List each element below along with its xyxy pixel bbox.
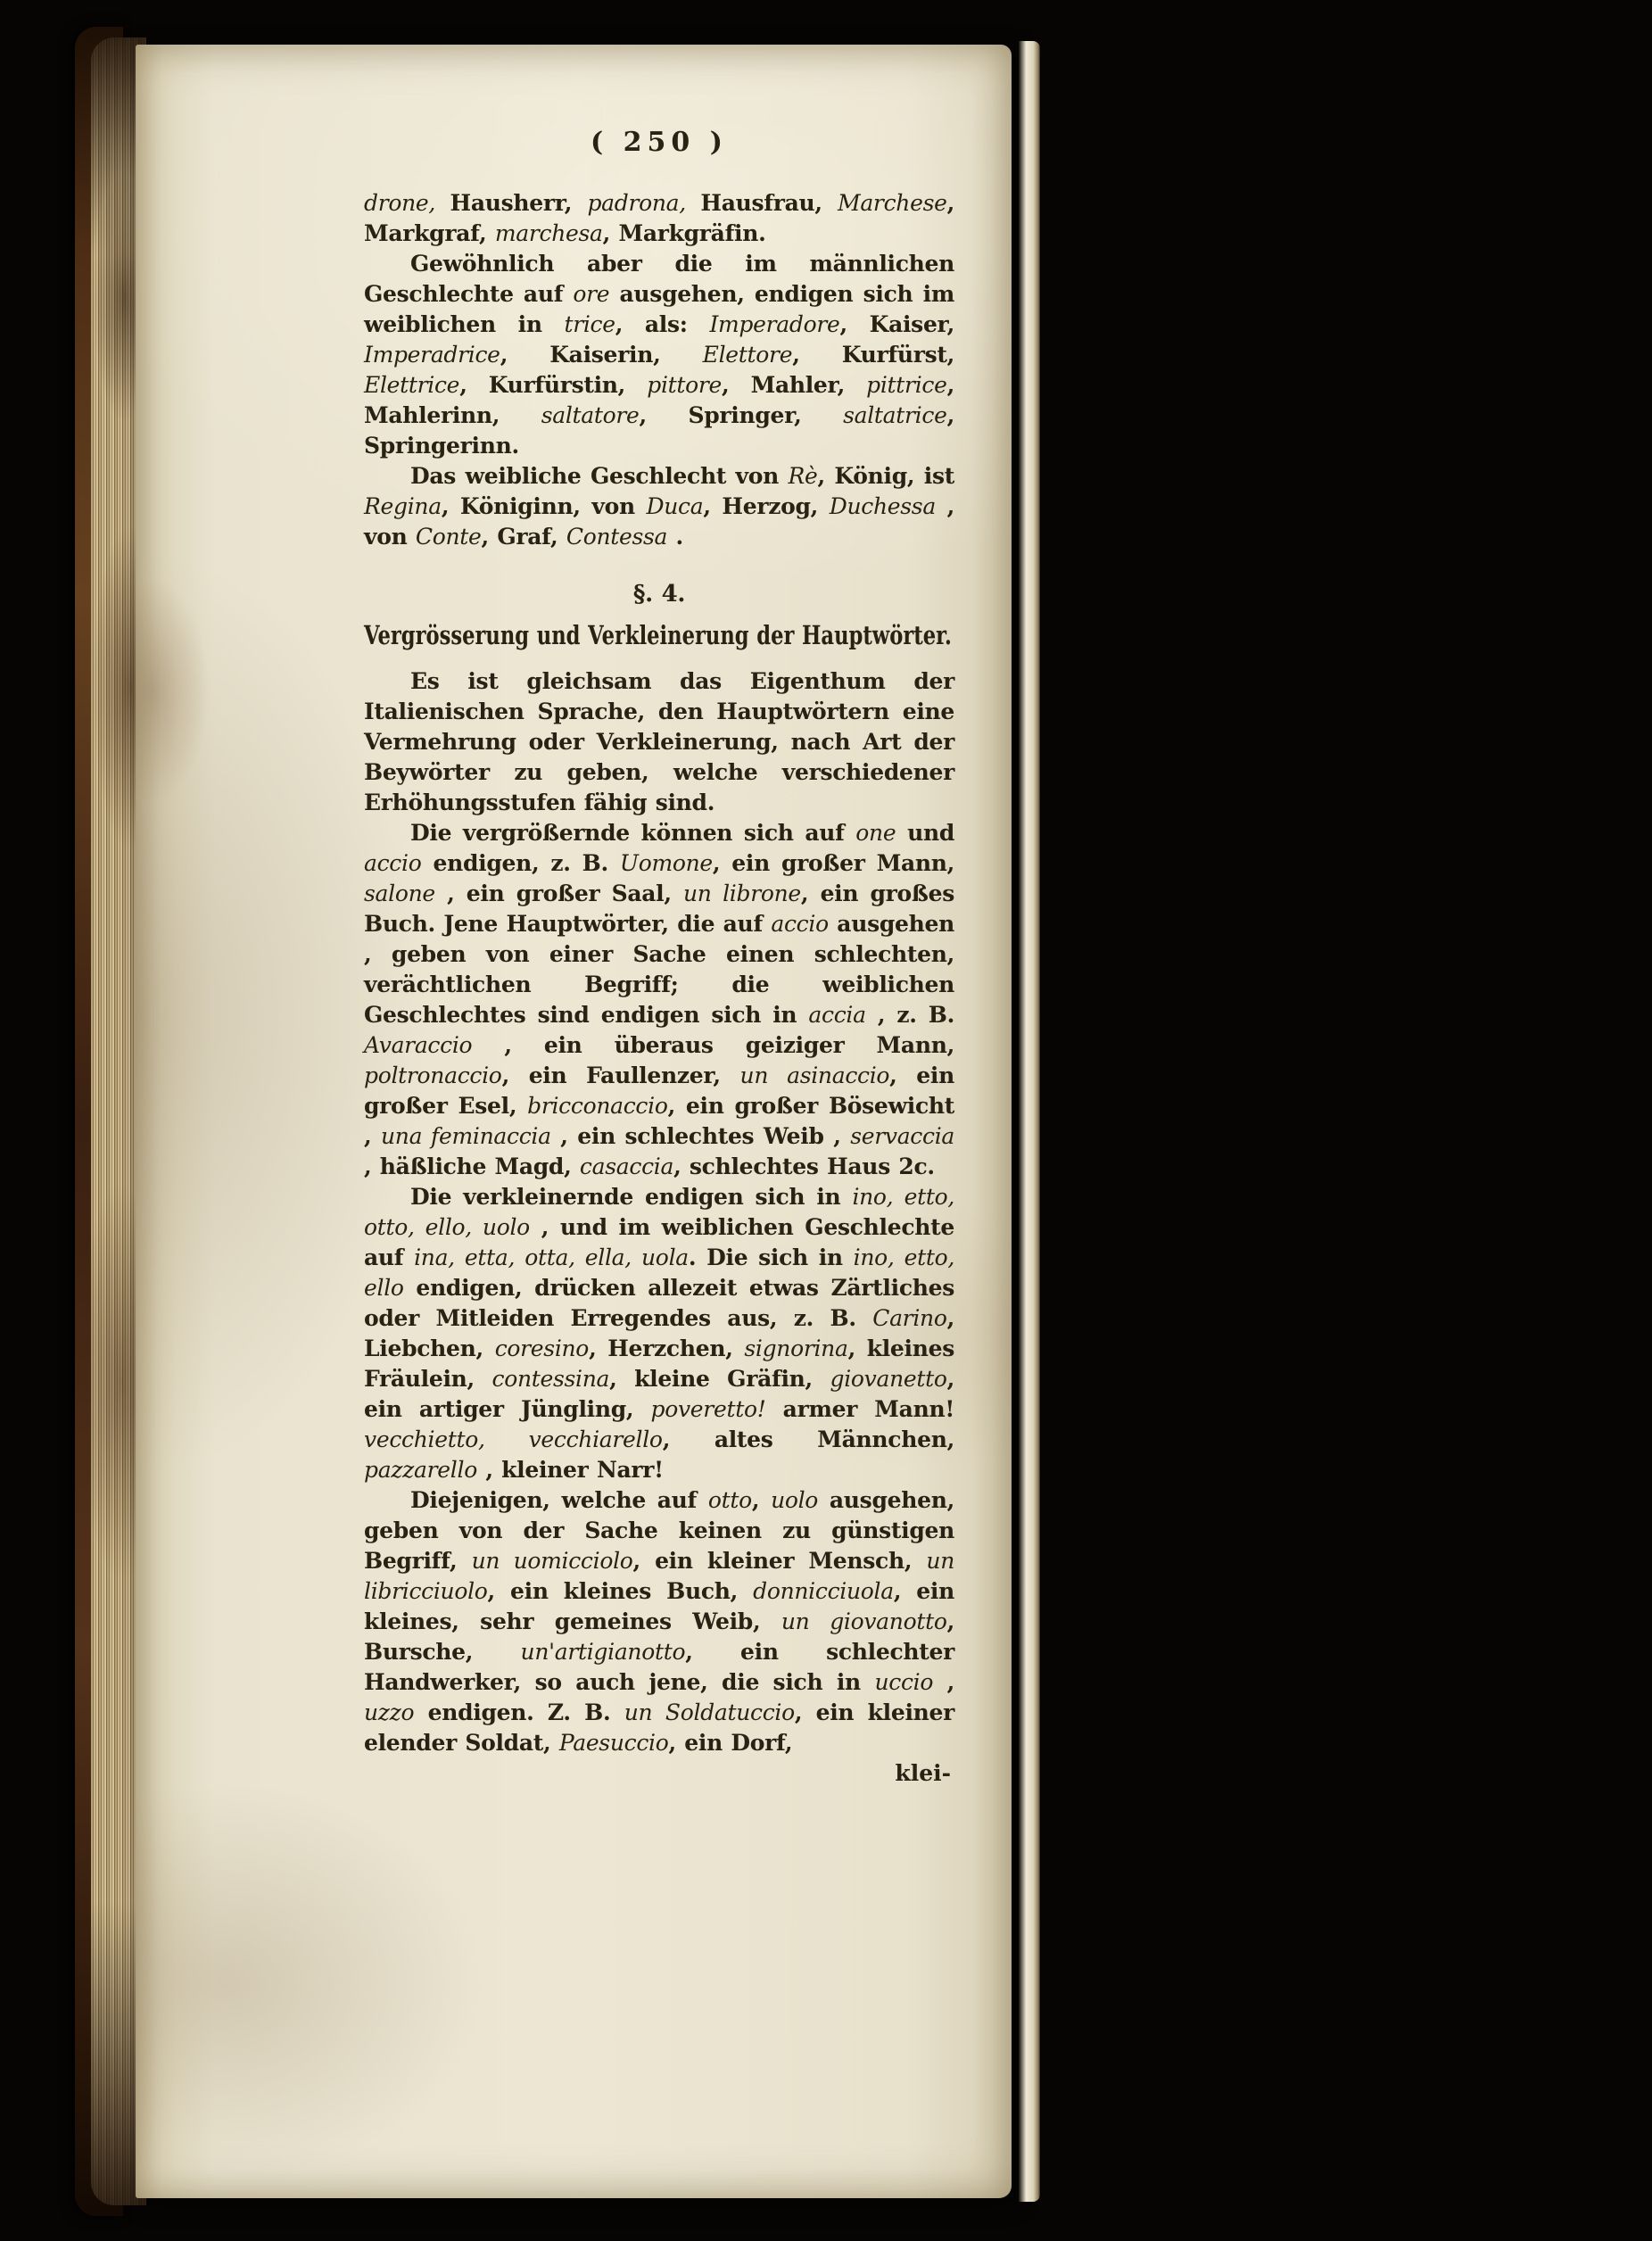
foreign-term: salone <box>364 881 435 906</box>
foreign-term: un libricciuolo <box>364 1548 954 1604</box>
foreign-term: servaccia <box>850 1123 955 1149</box>
foreign-term: poveretto! <box>650 1396 766 1422</box>
foreign-term: Carino <box>872 1305 947 1331</box>
foreign-term: Rè <box>788 463 818 489</box>
paragraphs <box>364 188 954 1758</box>
foreign-term: contessina <box>491 1366 610 1392</box>
foreign-term: Imperadrice <box>364 342 500 368</box>
foreign-term: one <box>855 820 896 846</box>
foreign-term: uzzo <box>364 1699 415 1725</box>
foreign-term: otto <box>707 1487 752 1513</box>
foreign-term: uccio <box>874 1669 934 1695</box>
page-number: ( 250 ) <box>591 127 728 158</box>
foreign-term: giovanetto <box>830 1366 947 1392</box>
catchword: klei- <box>895 1760 951 1786</box>
foreign-term: signorina <box>744 1336 848 1361</box>
foreign-term: coresino <box>494 1336 590 1361</box>
foreign-term: Paesuccio <box>558 1730 669 1756</box>
facing-page-edge <box>1019 41 1040 2202</box>
section-mark: §. 4. <box>632 581 686 608</box>
foreign-term: ino, etto, otto, ello, uolo <box>364 1184 954 1240</box>
paragraph: Die verkleinernde endigen sich in ino, etto, otto, ello, uolo , und im weiblichen Geschlechte auf ina, etta, otta, ella, uola. Die sich in ino, etto, ello endigen, drücken allezeit etwas Zärtliches oder Mitleiden Erregendes aus, z. B. Carino, Liebchen, coresino, Herzchen, signorina, kleines Fräulein, contessina, kleine Gräfin, giovanetto, ein artiger Jüngling, poveretto! armer Mann! vecchietto, vecchiarello, altes Männchen, pazzarello , kleiner Narr! <box>364 1184 955 1483</box>
foreign-term: trice <box>564 311 615 337</box>
foreign-term: una feminaccia <box>381 1123 551 1149</box>
foreign-term: saltatore <box>541 402 640 428</box>
foreign-term: casaccia <box>579 1154 674 1179</box>
foreign-term: un giovanotto <box>781 1608 947 1634</box>
foreign-term: ina, etta, otta, ella, uola <box>414 1245 689 1270</box>
paragraph: Die vergrößernde können sich auf one und accio endigen, z. B. Uomone, ein großer Mann, salone , ein großer Saal, un librone, ein großes Buch. Jene Hauptwörter, die auf accio ausgehen , geben von einer Sache einen schlechten, verächtlichen Begriff; die weiblichen Geschlechtes sind endigen sich in accia , z. B. Avaraccio , ein überaus geiziger Mann, poltronaccio, ein Faullenzer, un asinaccio, ein großer Esel, bricconaccio, ein großer Bösewicht , una feminaccia , ein schlechtes Weib , servaccia , häßliche Magd, casaccia, schlechtes Haus 2c. <box>364 820 955 1179</box>
foreign-term: un librone <box>683 881 801 906</box>
foreign-term: Marchese <box>838 190 947 216</box>
foreign-term: pittore <box>647 372 723 398</box>
foreign-term: Conte <box>415 524 482 550</box>
foreign-term: Uomone <box>619 850 713 876</box>
foreign-term: un asinaccio <box>739 1063 890 1088</box>
foreign-term: accio <box>771 911 829 937</box>
book-page <box>136 45 1012 2198</box>
foreign-term: Regina <box>364 493 442 519</box>
foreign-term: Imperadore <box>709 311 840 337</box>
paragraph: Das weibliche Geschlecht von Rè, König, ist Regina, Königinn, von Duca, Herzog, Duchessa , von Conte, Graf, Contessa . <box>364 463 955 550</box>
foreign-term: un Soldatuccio <box>624 1699 795 1725</box>
foreign-term: Elettore <box>702 342 793 368</box>
foreign-term: accia <box>808 1002 866 1028</box>
text-block <box>364 127 954 1789</box>
foreign-term: un uomicciolo <box>471 1548 633 1574</box>
foreign-term: Avaraccio <box>364 1032 473 1058</box>
foreign-term: Elettrice <box>364 372 460 398</box>
foreign-term: Duca <box>646 493 704 519</box>
paragraph: Gewöhnlich aber die im männlichen Geschlechte auf ore ausgehen, endigen sich im weiblichen in trice, als: Imperadore, Kaiser, Imperadrice, Kaiserin, Elettore, Kurfürst, Elettrice, Kurfürstin, pittore, Mahler, pittrice, Mahlerinn, saltatore, Springer, saltatrice, Springerinn. <box>364 251 955 459</box>
paragraph: drone, Hausherr, padrona, Hausfrau, Marchese, Markgraf, marchesa, Markgräfin. <box>364 190 954 246</box>
foreign-term: poltronaccio <box>364 1063 502 1088</box>
paragraph: Es ist gleichsam das Eigenthum der Italienischen Sprache, den Hauptwörtern eine Vermehrung oder Verkleinerung, nach Art der Beywörter zu geben, welche verschiedener Erhöhungsstufen fähig sind. <box>364 668 954 815</box>
foreign-term: ino, etto, ello <box>364 1245 955 1301</box>
foreign-term: bricconaccio <box>527 1093 668 1119</box>
foreign-term: Contessa <box>566 524 668 550</box>
foreign-term: Duchessa <box>829 493 936 519</box>
foreign-term: un'artigianotto <box>520 1639 686 1665</box>
foreign-term: accio <box>364 850 422 876</box>
foreign-term: pittrice <box>866 372 947 398</box>
paragraph: Diejenigen, welche auf otto, uolo ausgehen, geben von der Sache keinen zu günstigen Begriff, un uomicciolo, ein kleiner Mensch, un libricciuolo, ein kleines Buch, donnicciuola, ein kleines, sehr gemeines Weib, un giovanotto, Bursche, un'artigianotto, ein schlechter Handwerker, so auch jene, die sich in uccio , uzzo endigen. Z. B. un Soldatuccio, ein kleiner elender Soldat, Paesuccio, ein Dorf, <box>364 1487 955 1756</box>
foreign-term: drone, <box>364 190 450 216</box>
foreign-term: padrona, <box>587 190 701 216</box>
foreign-term: ore <box>573 281 610 307</box>
foreign-term: marchesa <box>494 220 603 246</box>
foreign-term: vecchietto, vecchiarello <box>364 1426 663 1452</box>
section-heading: Vergrösserung und Verkleinerung der Hauptwörter. <box>364 620 952 650</box>
foreign-term: donnicciuola <box>753 1578 894 1604</box>
foreign-term: uolo <box>771 1487 819 1513</box>
foreign-term: saltatrice <box>843 402 947 428</box>
foreign-term: pazzarello <box>364 1457 477 1483</box>
